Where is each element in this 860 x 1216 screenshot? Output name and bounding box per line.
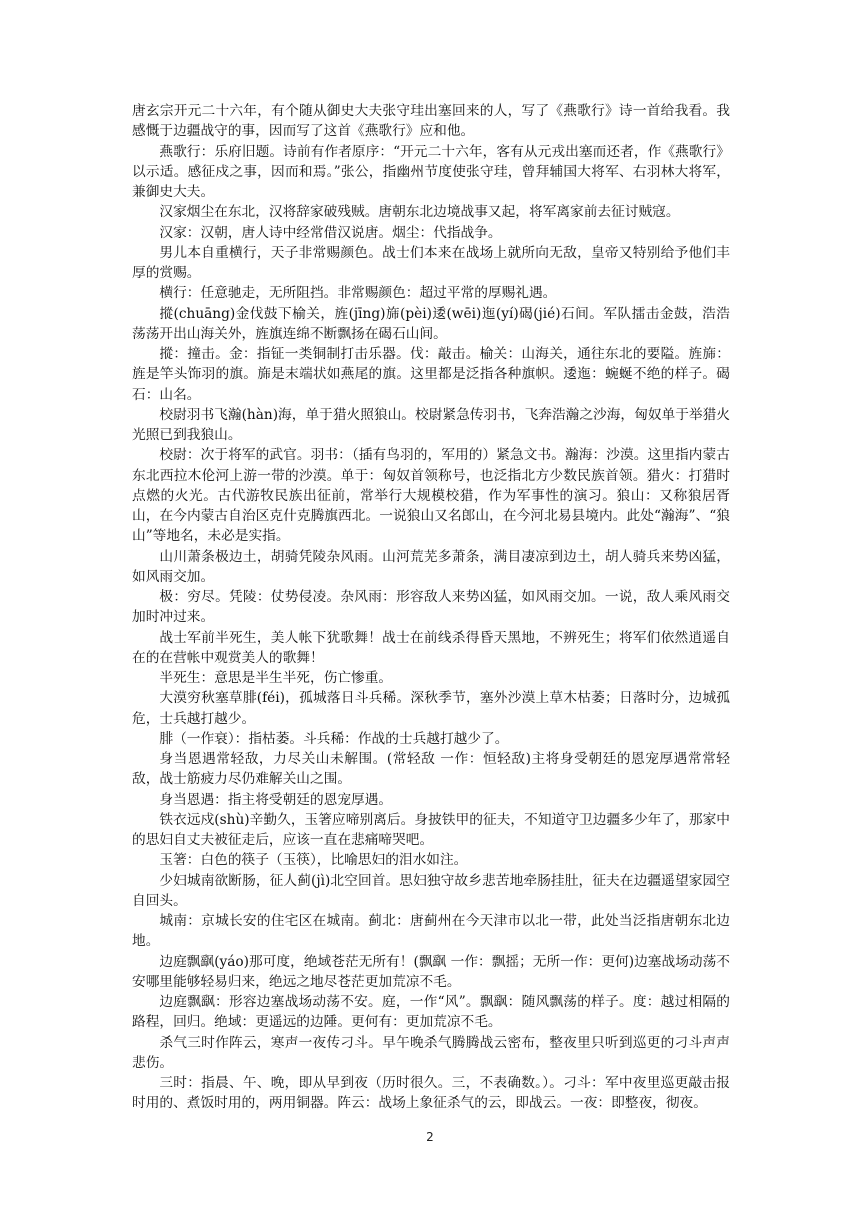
paragraph: 汉家烟尘在东北，汉将辞家破残贼。唐朝东北边境战事又起，将军离家前去征讨贼寇。: [159, 204, 680, 221]
page-number: 2: [426, 1130, 434, 1144]
paragraph: 校尉羽书飞瀚(hàn)海，单于猎火照狼山。校尉紧急传羽书，飞奔浩瀚之沙海，匈奴单于举猎火光照已到我狼山。: [132, 406, 730, 443]
document-body: [132, 101, 730, 1114]
paragraph: 铁衣远戍(shù)辛勤久，玉箸应啼别离后。身披铁甲的征夫，不知道守卫边疆多少年了，那家中的思妇自丈夫被征走后，应该一直在悲痛啼哭吧。: [132, 811, 730, 848]
paragraph: 少妇城南欲断肠，征人蓟(jì)北空回首。思妇独守故乡悲苦地牵肠挂肚，征夫在边疆遥望家园空自回头。: [132, 872, 730, 909]
paragraph: 边庭飘飖：形容边塞战场动荡不安。庭，一作“风”。飘飖：随风飘荡的样子。度：越过相隔的路程，回归。绝域：更遥远的边陲。更何有：更加荒凉不毛。: [132, 994, 730, 1031]
paragraph: 校尉：次于将军的武官。羽书：（插有鸟羽的，军用的）紧急文书。瀚海：沙漠。这里指内蒙古东北西拉木伦河上游一带的沙漠。单于：匈奴首领称号，也泛指北方少数民族首领。猎火：打猎时点燃的火光。古代游牧民族出征前，常举行大规模校猎，作为军事性的演习。狼山：又称狼居胥山，在今内蒙古自治区克什克腾旗西北。一说狼山又名郎山，在今河北易县境内。此处“瀚海”、“狼山”等地名，未必是实指。: [132, 447, 730, 545]
paragraph: 摐(chuāng)金伐鼓下榆关，旌(jīng)旆(pèi)逶(wēi)迤(yí)碣(jié)石间。军队擂击金鼓，浩浩荡荡开出山海关外，旌旗连绵不断飘扬在碣石山间。: [132, 305, 730, 342]
paragraph: 男儿本自重横行，天子非常赐颜色。战士们本来在战场上就所向无敌，皇帝又特别给予他们丰厚的赏赐。: [132, 244, 730, 281]
paragraph: 山川萧条极边土，胡骑凭陵杂风雨。山河荒芜多萧条，满目凄凉到边土，胡人骑兵来势凶猛，如风雨交加。: [132, 548, 730, 585]
paragraph: 燕歌行：乐府旧题。诗前有作者原序：“开元二十六年，客有从元戎出塞而还者，作《燕歌行》以示适。感征戍之事，因而和焉。”张公，指幽州节度使张守珪，曾拜辅国大将军、右羽林大将军，兼御史大夫。: [132, 143, 730, 200]
paragraph: 大漠穷秋塞草腓(féi)，孤城落日斗兵稀。深秋季节，塞外沙漠上草木枯萎；日落时分，边城孤危，士兵越打越少。: [132, 690, 730, 727]
paragraph: 城南：京城长安的住宅区在城南。蓟北：唐蓟州在今天津市以北一带，此处当泛指唐朝东北边地。: [132, 913, 730, 950]
paragraph: 玉箸：白色的筷子（玉筷），比喻思妇的泪水如注。: [159, 852, 468, 869]
paragraph: 战士军前半死生，美人帐下犹歌舞！战士在前线杀得昏天黑地，不辨死生；将军们依然逍遥自在的在营帐中观赏美人的歌舞！: [132, 629, 730, 666]
paragraph: 摐：撞击。金：指钲一类铜制打击乐器。伐：敲击。榆关：山海关，通往东北的要隘。旌旆：旌是竿头饰羽的旗。旆是末端状如燕尾的旗。这里都是泛指各种旗帜。逶迤：蜿蜒不绝的样子。碣石：山名。: [132, 346, 730, 403]
paragraph: 边庭飘飖(yáo)那可度，绝域苍茫无所有！(飘飖 一作：飘摇；无所一作：更何)边塞战场动荡不安哪里能够轻易归来，绝远之地尽苍茫更加荒凉不毛。: [132, 953, 730, 990]
paragraph: 极：穷尽。凭陵：仗势侵凌。杂风雨：形容敌人来势凶猛，如风雨交加。一说，敌人乘风雨交加时冲过来。: [132, 589, 730, 626]
paragraph: 横行：任意驰走，无所阻挡。非常赐颜色：超过平常的厚赐礼遇。: [159, 285, 557, 302]
paragraph: 唐玄宗开元二十六年，有个随从御史大夫张守珪出塞回来的人，写了《燕歌行》诗一首给我看。我感慨于边疆战守的事，因而写了这首《燕歌行》应和他。: [132, 103, 730, 140]
paragraph: 身当恩遇：指主将受朝廷的恩宠厚遇。: [159, 791, 393, 808]
paragraph: 身当恩遇常轻敌，力尽关山未解围。(常轻敌 一作：恒轻敌)主将身受朝廷的恩宠厚遇常常轻敌，战士筋疲力尽仍难解关山之围。: [132, 751, 730, 788]
paragraph: 杀气三时作阵云，寒声一夜传刁斗。早午晚杀气腾腾战云密布，整夜里只听到巡更的刁斗声声悲伤。: [132, 1034, 730, 1071]
paragraph: 半死生：意思是半生半死，伤亡惨重。: [159, 670, 393, 686]
paragraph: 三时：指晨、午、晚，即从早到夜（历时很久。三，不表确数。）。刁斗：军中夜里巡更敲击报时用的、煮饭时用的，两用铜器。阵云：战场上象征杀气的云，即战云。一夜：即整夜，彻夜。: [132, 1075, 730, 1112]
paragraph: 汉家：汉朝，唐人诗中经常借汉说唐。烟尘：代指战争。: [159, 224, 502, 241]
paragraph: 腓（一作衰）：指枯萎。斗兵稀：作战的士兵越打越少了。: [159, 730, 509, 747]
